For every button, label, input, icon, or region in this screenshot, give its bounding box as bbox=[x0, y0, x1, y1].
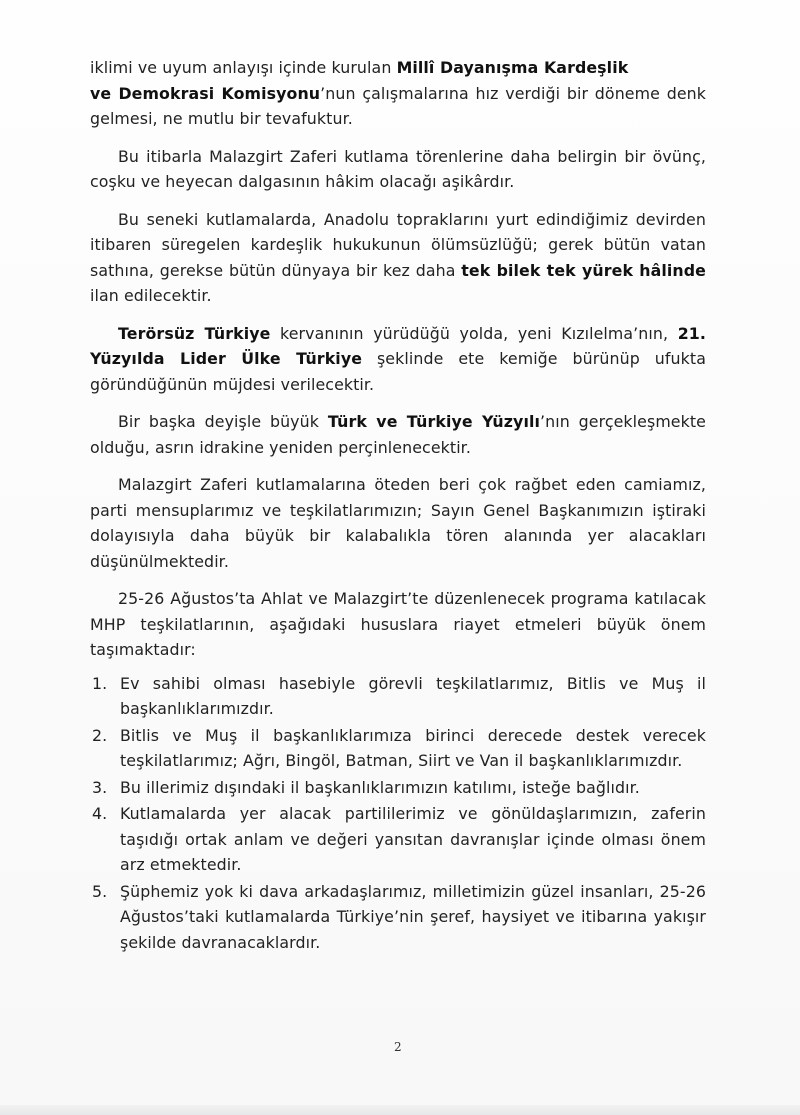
paragraph-4: Terörsüz Türkiye kervanının yürüdüğü yolda, yeni Kızılelma’nın, 21. Yüzyılda Lider Ülke Türkiye şeklinde ete kemiğe bürünüp ufukta göründüğünün müjdesi verilecektir. bbox=[90, 323, 706, 394]
page-bottom-edge bbox=[0, 1105, 800, 1115]
paragraph-1: iklimi ve uyum anlayışı içinde kurulan Millî Dayanışma Kardeşlik ve Demokrasi Komisyonu’nun çalışmalarına hız verdiği bir döneme denk gelmesi, ne mutlu bir tevafuktur. bbox=[90, 58, 706, 128]
paragraph-2: Bu itibarla Malazgirt Zaferi kutlama törenlerine daha belirgin bir övünç, coşku ve heyecan dalgasının hâkim olacağı aşikârdır. bbox=[90, 146, 706, 191]
requirements-list bbox=[90, 671, 706, 956]
list-item: 4. Kutlamalarda yer alacak partililerimiz ve gönüldaşlarımızın, zaferin taşıdığı ortak anlam ve değeri yansıtan davranışlar içinde olması önem arz etmektedir. bbox=[92, 804, 706, 874]
list-item: 2. Bitlis ve Muş il başkanlıklarımıza birinci derecede destek verecek teşkilatlarımız; Ağrı, Bingöl, Batman, Siirt ve Van il başkanlıklarımızdır. bbox=[92, 725, 706, 770]
paragraph-6: Malazgirt Zaferi kutlamalarına öteden beri çok rağbet eden camiamız, parti mensuplarımız ve teşkilatlarımızın; Sayın Genel Başkanımızın iştiraki dolayısıyla daha büyük bir kalabalıkla tören alanında yer alacakları düşünülmektedir. bbox=[90, 475, 706, 571]
page-number: 2 bbox=[394, 1040, 402, 1054]
list-item: 3. Bu illerimiz dışındaki il başkanlıklarımızın katılımı, isteğe bağlıdır. bbox=[92, 777, 640, 797]
list-item: 1. Ev sahibi olması hasebiyle görevli teşkilatlarımız, Bitlis ve Muş il başkanlıklarımızdır. bbox=[92, 673, 706, 718]
document-body bbox=[90, 55, 706, 956]
paragraph-5: Bir başka deyişle büyük Türk ve Türkiye Yüzyılı’nın gerçekleşmekte olduğu, asrın idrakine yeniden perçinlenecektir. bbox=[90, 412, 706, 457]
paragraph-7: 25-26 Ağustos’ta Ahlat ve Malazgirt’te düzenlenecek programa katılacak MHP teşkilatlarının, aşağıdaki hususlara riayet etmeleri büyük önem taşımaktadır: bbox=[90, 589, 706, 659]
list-item: 5. Şüphemiz yok ki dava arkadaşlarımız, milletimizin güzel insanları, 25-26 Ağustos’taki kutlamalarda Türkiye’nin şeref, haysiyet ve itibarına yakışır şekilde davranacaklardır. bbox=[92, 881, 706, 952]
paragraph-3: Bu seneki kutlamalarda, Anadolu topraklarını yurt edindiğimiz devirden itibaren süregelen kardeşlik hukukunun ölümsüzlüğü; gerek bütün vatan sathına, gerekse bütün dünyaya bir kez daha tek bilek tek yürek hâlinde ilan edilecektir. bbox=[90, 209, 706, 305]
